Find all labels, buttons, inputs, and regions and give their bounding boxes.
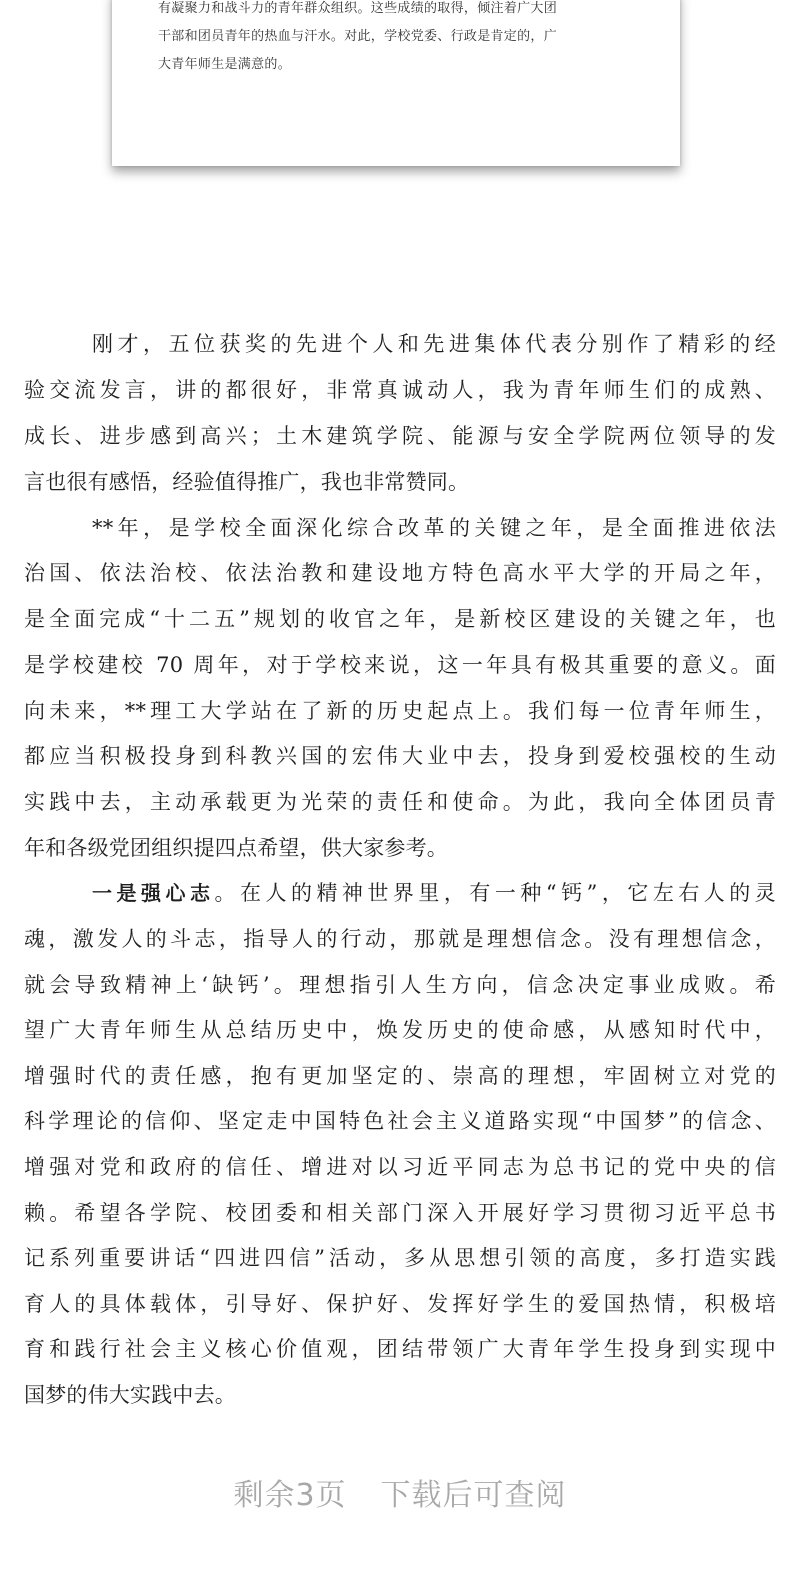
- paragraph-3-line: 赖。希望各学院、校团委和相关部门深入开展好学习贯彻习近平总书: [24, 1201, 776, 1225]
- preview-card-line: 有凝聚力和战斗力的青年群众组织。这些成绩的取得，倾注着广大团: [158, 1, 558, 16]
- remaining-pages-text: 剩余3页: [233, 1478, 347, 1513]
- paragraph-3-text: 。在人的精神世界里，有一种“钙”，它左右人的灵: [214, 881, 776, 905]
- paragraph-2-line: 实践中去，主动承载更为光荣的责任和使命。为此，我向全体团员青: [24, 790, 776, 814]
- paragraph-2-line: 向未来，**理工大学站在了新的历史起点上。我们每一位青年师生，: [24, 699, 776, 723]
- paragraph-3-line: [24, 878, 776, 908]
- paragraph-3-line: 增强对党和政府的信任、增进对以习近平同志为总书记的党中央的信: [24, 1155, 776, 1179]
- paragraph-1-line: 成长、进步感到高兴；土木建筑学院、能源与安全学院两位领导的发: [24, 424, 776, 448]
- paragraph-1-line: 言也很有感悟，经验值得推广，我也非常赞同。: [24, 470, 470, 494]
- paragraph-3-line: 望广大青年师生从总结历史中，焕发历史的使命感，从感知时代中，: [24, 1018, 776, 1042]
- paragraph-2-line: 都应当积极投身到科教兴国的宏伟大业中去，投身到爱校强校的生动: [24, 744, 776, 768]
- paragraph-1-line: 验交流发言，讲的都很好，非常真诚动人，我为青年师生们的成熟、: [24, 378, 776, 402]
- download-prompt[interactable]: [0, 1470, 800, 1514]
- paragraph-3-line: 魂，激发人的斗志，指导人的行动，那就是理想信念。没有理想信念，: [24, 927, 776, 951]
- paragraph-1-line: 刚才，五位获奖的先进个人和先进集体代表分别作了精彩的经: [92, 332, 776, 356]
- paragraph-2-line: 是全面完成“十二五”规划的收官之年，是新校区建设的关键之年，也: [24, 607, 776, 631]
- paragraph-3-line: 国梦的伟大实践中去。: [24, 1383, 236, 1407]
- paragraph-2-line: 年和各级党团组织提四点希望，供大家参考。: [24, 836, 448, 860]
- paragraph-3-line: 育人的具体载体，引导好、保护好、发挥好学生的爱国热情，积极培: [24, 1292, 776, 1316]
- paragraph-3-line: 增强时代的责任感，抱有更加坚定的、崇高的理想，牢固树立对党的: [24, 1064, 776, 1088]
- paragraph-3-lead: 一是强心志: [92, 881, 215, 905]
- paragraph-3-line: 就会导致精神上‘缺钙’。理想指引人生方向，信念决定事业成败。希: [24, 973, 776, 997]
- paragraph-2-line: 是学校建校 70 周年，对于学校来说，这一年具有极其重要的意义。面: [24, 653, 776, 677]
- paragraph-2-line: **年，是学校全面深化综合改革的关键之年，是全面推进依法: [92, 516, 776, 540]
- preview-card-line: 干部和团员青年的热血与汗水。对此，学校党委、行政是肯定的，广: [158, 29, 558, 44]
- preview-card-line: 大青年师生是满意的。: [158, 57, 292, 72]
- paragraph-3-line: 记系列重要讲话“四进四信”活动，多从思想引领的高度，多打造实践: [24, 1246, 776, 1270]
- paragraph-2-line: 治国、依法治校、依法治教和建设地方特色高水平大学的开局之年，: [24, 561, 776, 585]
- preview-card: [112, 0, 680, 166]
- paragraph-3-line: 科学理论的信仰、坚定走中国特色社会主义道路实现“中国梦”的信念、: [24, 1109, 776, 1133]
- download-to-view-text: 下载后可查阅: [380, 1478, 567, 1513]
- paragraph-3-line: 育和践行社会主义核心价值观，团结带领广大青年学生投身到实现中: [24, 1337, 776, 1361]
